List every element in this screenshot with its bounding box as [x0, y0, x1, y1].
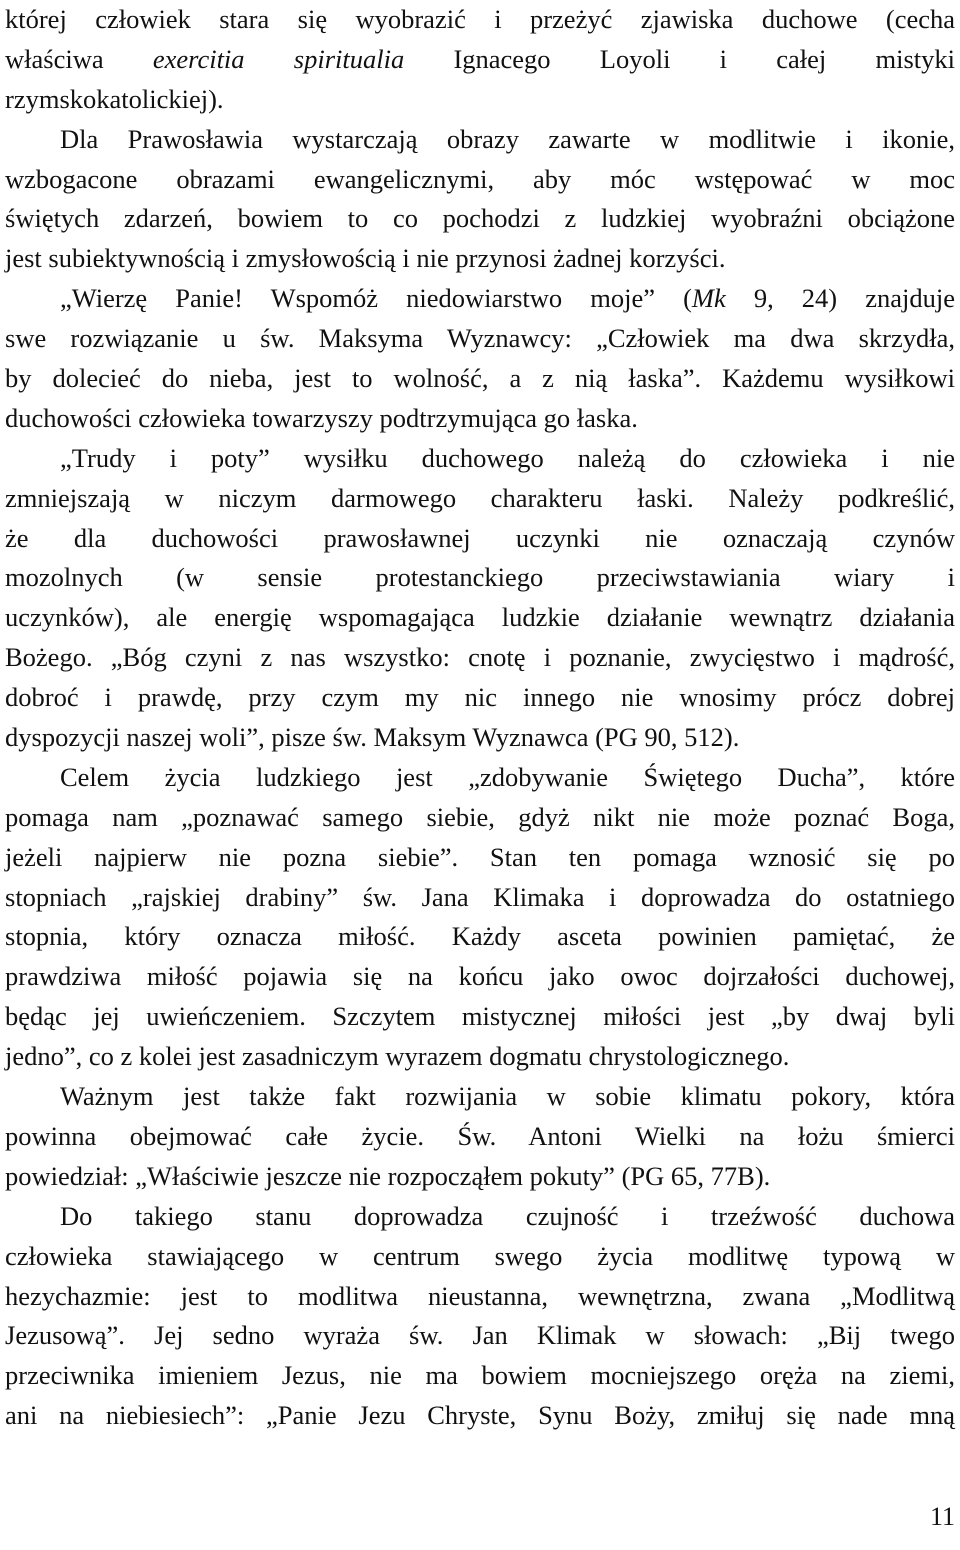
text-line: [5, 917, 955, 957]
italic-text-run: Mk: [691, 283, 726, 314]
text-run: swe rozwiązanie u św. Maksyma Wyznawcy: „Człowiek ma dwa skrzydła,: [5, 323, 955, 354]
text-run: wzbogacone obrazami ewangelicznymi, aby móc wstępować w moc: [5, 163, 955, 194]
text-run: stopnia, który oznacza miłość. Każdy asceta powinien pamiętać, że: [5, 921, 955, 952]
text-line: [5, 40, 955, 80]
text-run: Celem życia ludzkiego jest „zdobywanie Świętego Ducha”, które: [60, 761, 955, 792]
text-line: [5, 1157, 955, 1197]
text-run: „Wierzę Panie! Wspomóż niedowiarstwo moje” (: [60, 283, 692, 314]
text-line: [5, 1197, 955, 1237]
text-run: świętych zdarzeń, bowiem to co pochodzi z ludzkiej wyobraźni obciążone: [5, 203, 955, 234]
text-line: [5, 878, 955, 918]
text-run: rzymskokatolickiej).: [5, 83, 224, 114]
text-line: [5, 598, 955, 638]
text-run: duchowości człowieka towarzyszy podtrzymująca go łaska.: [5, 402, 638, 433]
text-line: [5, 1396, 955, 1436]
text-line: [5, 519, 955, 559]
italic-text-run: exercitia spiritualia: [152, 43, 405, 74]
text-line: [5, 1356, 955, 1396]
text-run: prawdziwa miłość pojawia się na końcu jako owoc dojrzałości duchowej,: [5, 961, 955, 992]
text-line: [5, 1077, 955, 1117]
text-run: powiedział: „Właściwie jeszcze nie rozpocząłem pokuty” (PG 65, 77B).: [5, 1160, 771, 1191]
text-run: Do takiego stanu doprowadza czujność i trzeźwość duchowa: [60, 1200, 955, 1231]
text-line: [5, 997, 955, 1037]
text-run: dobroć i prawdę, przy czym my nic innego nie wnosimy prócz dobrej: [5, 682, 955, 713]
text-run: jeżeli najpierw nie pozna siebie”. Stan ten pomaga wznosić się po: [5, 841, 955, 872]
text-line: [5, 399, 955, 439]
text-line: [5, 120, 955, 160]
text-run: pomaga nam „poznawać samego siebie, gdyż nikt nie może poznać Boga,: [5, 801, 955, 832]
text-run: właściwa: [5, 43, 153, 74]
text-line: [5, 319, 955, 359]
text-run: Ignacego Loyoli i całej mistyki: [404, 43, 955, 74]
text-run: której człowiek stara się wyobrazić i przeżyć zjawiska duchowe (cecha: [5, 4, 955, 34]
text-run: jest subiektywnością i zmysłowością i nie przynosi żadnej korzyści.: [5, 243, 726, 274]
text-run: zmniejszają w niczym darmowego charakteru łaski. Należy podkreślić,: [5, 482, 955, 513]
text-line: [5, 1117, 955, 1157]
text-run: Bożego. „Bóg czyni z nas wszystko: cnotę i poznanie, zwycięstwo i mądrość,: [5, 642, 955, 673]
text-run: będąc jej uwieńczeniem. Szczytem mistycznej miłości jest „by dwaj byli: [5, 1001, 955, 1032]
text-line: [5, 558, 955, 598]
text-line: [5, 439, 955, 479]
text-run: jedno”, co z kolei jest zasadniczym wyrazem dogmatu chrystologicznego.: [5, 1041, 790, 1072]
text-run: powinna obejmować całe życie. Św. Antoni Wielki na łożu śmierci: [5, 1120, 955, 1151]
text-run: przeciwnika imieniem Jezus, nie ma bowiem mocniejszego oręża na ziemi,: [5, 1360, 955, 1391]
text-line: [5, 798, 955, 838]
body-text: [5, 0, 955, 1436]
text-run: człowieka stawiającego w centrum swego życia modlitwę typową w: [5, 1240, 955, 1271]
text-line: [5, 239, 955, 279]
text-line: [5, 718, 955, 758]
page-number: 11: [929, 1502, 955, 1531]
text-run: 9, 24) znajduje: [725, 283, 955, 314]
text-line: [5, 1037, 955, 1077]
text-line: [5, 160, 955, 200]
text-line: [5, 279, 955, 319]
text-line: [5, 199, 955, 239]
text-line: [5, 1277, 955, 1317]
text-line: [5, 1237, 955, 1277]
text-run: uczynków), ale energię wspomagająca ludzkie działanie wewnątrz działania: [5, 602, 955, 633]
text-line: [5, 638, 955, 678]
text-line: [5, 479, 955, 519]
text-run: Jezusową”. Jej sedno wyraża św. Jan Klimak w słowach: „Bij twego: [5, 1320, 955, 1351]
text-line: [5, 838, 955, 878]
text-line: [5, 359, 955, 399]
text-line: [5, 1316, 955, 1356]
text-run: hezychazmie: jest to modlitwa nieustanna, wewnętrzna, zwana „Modlitwą: [5, 1280, 955, 1311]
text-line: [5, 957, 955, 997]
text-run: ani na niebiesiech”: „Panie Jezu Chryste, Synu Boży, zmiłuj się nade mną: [5, 1400, 955, 1431]
text-run: Dla Prawosławia wystarczają obrazy zawarte w modlitwie i ikonie,: [60, 123, 955, 154]
text-run: by dolecieć do nieba, jest to wolność, a z nią łaska”. Każdemu wysiłkowi: [5, 363, 955, 394]
text-run: że dla duchowości prawosławnej uczynki nie oznaczają czynów: [5, 522, 955, 553]
text-line: [5, 678, 955, 718]
text-run: „Trudy i poty” wysiłku duchowego należą do człowieka i nie: [60, 442, 955, 473]
text-line: [5, 80, 955, 120]
text-run: Ważnym jest także fakt rozwijania w sobie klimatu pokory, która: [60, 1081, 955, 1112]
text-line: [5, 0, 955, 40]
text-run: dyspozycji naszej woli”, pisze św. Maksym Wyznawca (PG 90, 512).: [5, 722, 740, 753]
text-run: stopniach „rajskiej drabiny” św. Jana Klimaka i doprowadza do ostatniego: [5, 881, 955, 912]
text-line: [5, 758, 955, 798]
text-run: mozolnych (w sensie protestanckiego przeciwstawiania wiary i: [5, 562, 955, 593]
